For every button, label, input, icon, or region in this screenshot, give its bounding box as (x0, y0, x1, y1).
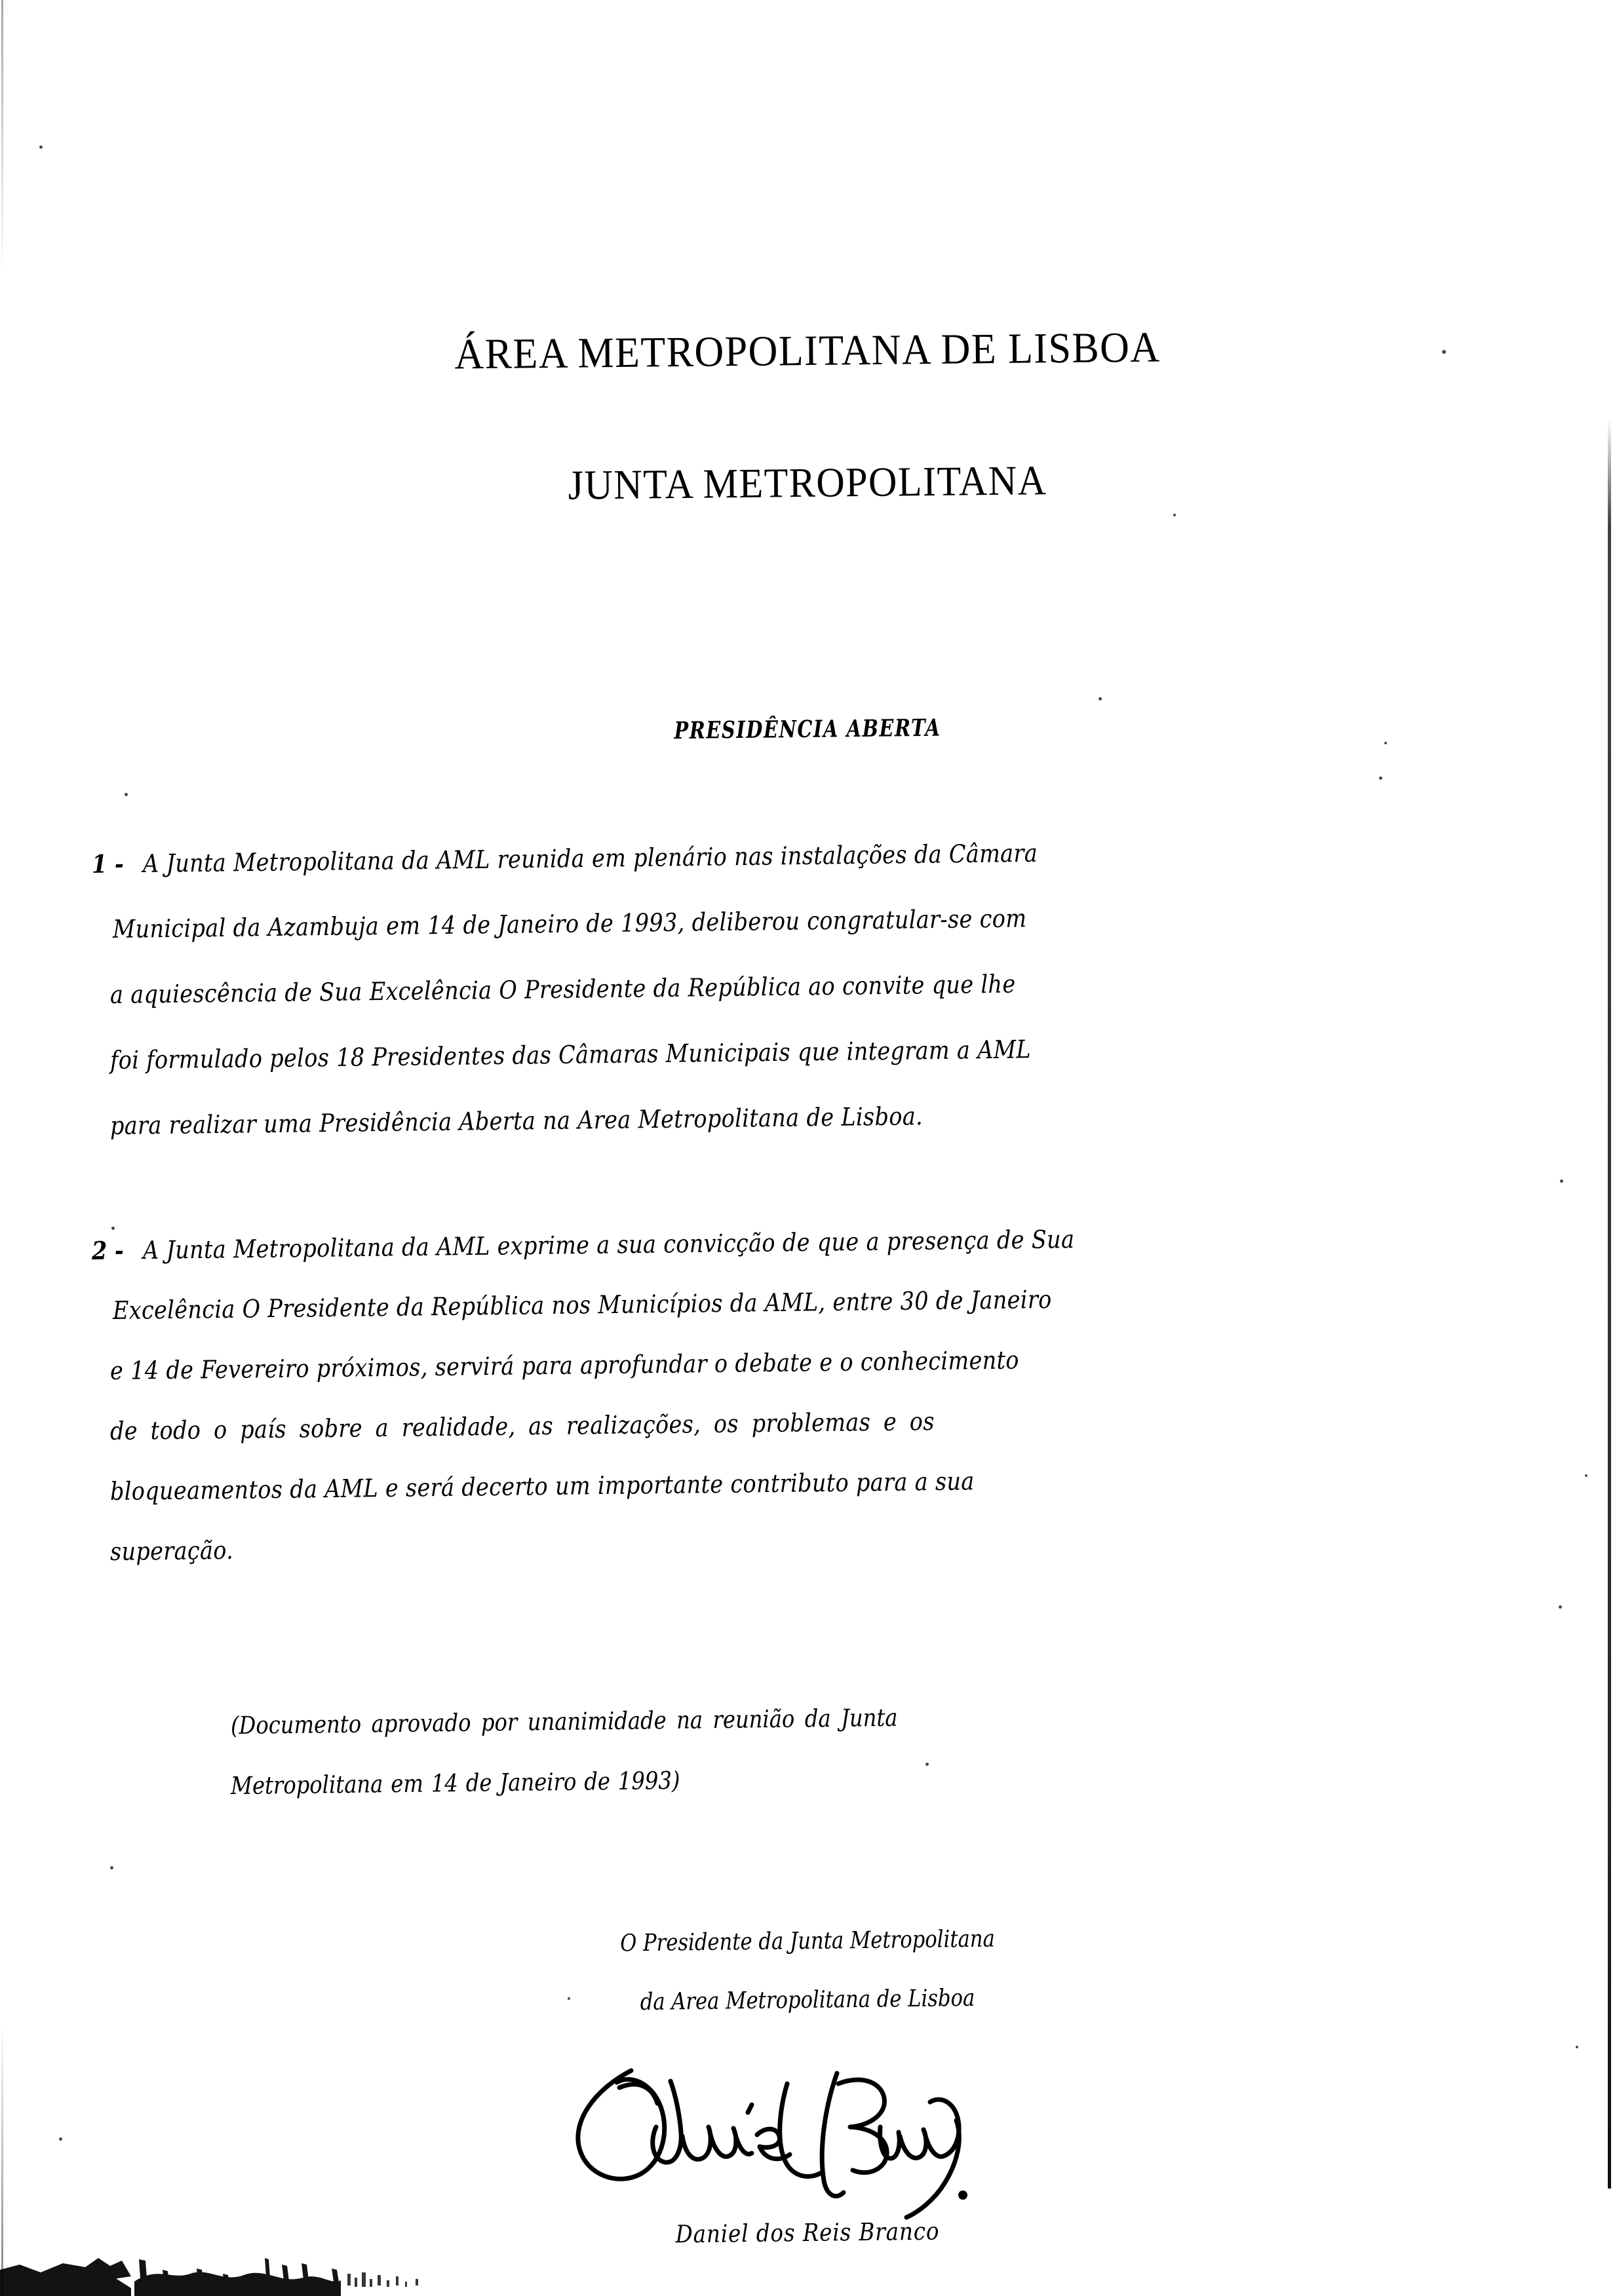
scan-speck (59, 2137, 62, 2141)
page-title-body: JUNTA METROPOLITANA (568, 457, 1047, 508)
scan-speck (1173, 514, 1176, 516)
paragraph-1-line-2: Municipal da Azambuja em 14 de Janeiro de 1993, deliberou congratular-se com (112, 904, 1027, 944)
signature-title-line-1: O Presidente da Junta Metropolitana (620, 1925, 995, 1957)
paragraph-1-line-5: para realizar uma Presidência Aberta na Area Metropolitana de Lisboa. (109, 1101, 924, 1140)
paragraph-1-line-1: A Junta Metropolitana da AML reunida em plenário nas instalações da Câmara (142, 838, 1038, 878)
paragraph-2-line-3: e 14 de Fevereiro próximos, servirá para aprofundar o debate e o conhecimento (109, 1345, 1019, 1385)
scan-edge-artifact-right (1608, 419, 1611, 2189)
scan-speck (1576, 2046, 1578, 2048)
scan-speck (1379, 776, 1382, 780)
paragraph-2-line-6: superação. (109, 1535, 234, 1566)
scan-speck (1384, 742, 1387, 744)
paragraph-marker-2: 2 - (91, 1235, 125, 1265)
handwritten-signature (554, 2064, 973, 2228)
paragraph-2-line-2: Excelência O Presidente da República nos Municípios da AML, entre 30 de Janeiro (112, 1284, 1052, 1325)
scan-speck (1560, 1179, 1563, 1183)
scan-speck (39, 145, 43, 149)
approval-note-line-2: Metropolitana em 14 de Janeiro de 1993) (230, 1766, 680, 1800)
scan-speck (568, 1997, 570, 2000)
scan-speck (110, 1866, 113, 1869)
scan-speck (1442, 350, 1446, 354)
scan-speck (1559, 1605, 1562, 1609)
approval-note-line-1: (Documento aprovado por unanimidade na reunião da Junta (230, 1703, 898, 1740)
paragraph-1-line-3: a aquiescência de Sua Excelência O Presidente da República ao convite que lhe (109, 969, 1016, 1009)
scan-speck (125, 793, 128, 796)
scan-speck (111, 1227, 115, 1230)
paragraph-marker-1: 1 - (91, 849, 125, 879)
signature-title-line-2: da Area Metropolitana de Lisboa (640, 1984, 975, 2016)
scan-speck (1585, 1474, 1587, 1477)
scan-speck (925, 1763, 929, 1766)
paragraph-2-line-1: A Junta Metropolitana da AML exprime a sua convicção de que a presença de Sua (142, 1225, 1075, 1265)
paragraph-1-line-4: foi formulado pelos 18 Presidentes das Câmaras Municipais que integram a AML (109, 1035, 1032, 1075)
scan-edge-artifact-left (1, 0, 3, 2296)
signatory-name: Daniel dos Reis Branco (675, 2217, 940, 2249)
paragraph-2-line-4: de todo o país sobre a realidade, as realizações, os problemas e os (109, 1407, 935, 1445)
document-subject-heading: PRESIDÊNCIA ABERTA (674, 714, 941, 745)
scan-speck (1099, 697, 1102, 700)
page-title-organization: ÁREA METROPOLITANA DE LISBOA (454, 323, 1161, 379)
paragraph-2-line-5: bloqueamentos da AML e será decerto um importante contributo para a sua (109, 1466, 975, 1506)
